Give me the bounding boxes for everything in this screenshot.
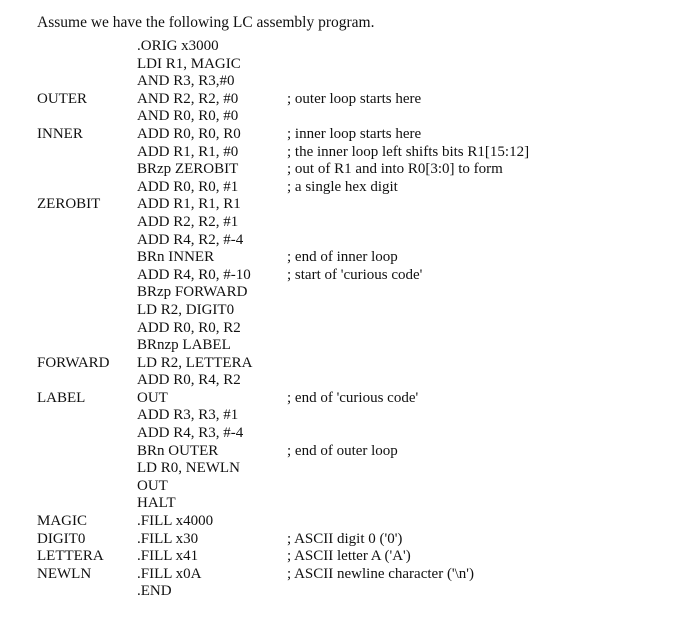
program-line bbox=[0, 214, 700, 232]
line-comment: ; out of R1 and into R0[3:0] to form bbox=[287, 161, 503, 178]
program-line bbox=[0, 56, 700, 74]
line-label: OUTER bbox=[37, 90, 87, 107]
line-instruction: ADD R2, R2, #1 bbox=[137, 213, 239, 230]
program-line bbox=[0, 249, 700, 267]
assembly-program-listing bbox=[0, 38, 700, 601]
line-comment: ; ASCII digit 0 ('0') bbox=[287, 530, 403, 547]
line-instruction: ADD R0, R0, R2 bbox=[137, 319, 241, 336]
line-label: NEWLN bbox=[37, 565, 92, 582]
program-line bbox=[0, 232, 700, 250]
program-line bbox=[0, 320, 700, 338]
line-label: LETTERA bbox=[37, 548, 104, 565]
line-instruction: HALT bbox=[137, 495, 176, 512]
line-instruction: LD R2, DIGIT0 bbox=[137, 301, 235, 318]
line-label: LABEL bbox=[37, 389, 86, 406]
program-line bbox=[0, 73, 700, 91]
program-line bbox=[0, 267, 700, 285]
program-line bbox=[0, 583, 700, 601]
line-instruction: ADD R4, R2, #-4 bbox=[137, 231, 244, 248]
line-label: ZEROBIT bbox=[37, 196, 101, 213]
line-comment: ; a single hex digit bbox=[287, 178, 398, 195]
line-comment: ; the inner loop left shifts bits R1[15:12] bbox=[287, 143, 530, 160]
program-line bbox=[0, 126, 700, 144]
line-instruction: AND R2, R2, #0 bbox=[137, 90, 239, 107]
line-instruction: AND R0, R0, #0 bbox=[137, 108, 239, 125]
program-line bbox=[0, 108, 700, 126]
program-line bbox=[0, 513, 700, 531]
program-line bbox=[0, 302, 700, 320]
line-label: MAGIC bbox=[37, 513, 88, 530]
program-line bbox=[0, 548, 700, 566]
line-comment: ; ASCII letter A ('A') bbox=[287, 548, 411, 565]
line-instruction: ADD R4, R3, #-4 bbox=[137, 425, 244, 442]
program-line bbox=[0, 390, 700, 408]
program-line bbox=[0, 443, 700, 461]
line-comment: ; inner loop starts here bbox=[287, 125, 422, 142]
program-line bbox=[0, 91, 700, 109]
program-line bbox=[0, 179, 700, 197]
program-line bbox=[0, 460, 700, 478]
program-line bbox=[0, 566, 700, 584]
line-instruction: .FILL x30 bbox=[137, 530, 199, 547]
program-line bbox=[0, 38, 700, 56]
line-instruction: BRn OUTER bbox=[137, 442, 219, 459]
line-label: INNER bbox=[37, 125, 83, 142]
program-line bbox=[0, 425, 700, 443]
line-instruction: ADD R1, R1, #0 bbox=[137, 143, 239, 160]
program-line bbox=[0, 284, 700, 302]
line-instruction: ADD R0, R4, R2 bbox=[137, 372, 241, 389]
line-instruction: .FILL x41 bbox=[137, 548, 199, 565]
line-instruction: BRzp ZEROBIT bbox=[137, 161, 239, 178]
line-instruction: LD R2, LETTERA bbox=[137, 354, 253, 371]
line-instruction: LDI R1, MAGIC bbox=[137, 55, 241, 72]
program-line bbox=[0, 531, 700, 549]
line-instruction: BRn INNER bbox=[137, 249, 215, 266]
line-instruction: .FILL x4000 bbox=[137, 513, 214, 530]
line-instruction: ADD R1, R1, R1 bbox=[137, 196, 241, 213]
line-instruction: .END bbox=[137, 583, 172, 600]
line-instruction: .ORIG x3000 bbox=[137, 38, 219, 54]
line-label: DIGIT0 bbox=[37, 530, 86, 547]
program-line bbox=[0, 144, 700, 162]
line-label: FORWARD bbox=[37, 354, 110, 371]
line-instruction: BRnzp LABEL bbox=[137, 337, 231, 354]
line-instruction: OUT bbox=[137, 389, 168, 406]
program-line bbox=[0, 495, 700, 513]
line-instruction: ADD R3, R3, #1 bbox=[137, 407, 239, 424]
program-line bbox=[0, 355, 700, 373]
program-line bbox=[0, 372, 700, 390]
line-instruction: OUT bbox=[137, 477, 168, 494]
line-instruction: BRzp FORWARD bbox=[137, 284, 248, 301]
program-line bbox=[0, 196, 700, 214]
line-instruction: ADD R0, R0, R0 bbox=[137, 125, 241, 142]
line-comment: ; outer loop starts here bbox=[287, 90, 422, 107]
intro-text: Assume we have the following LC assembly program. bbox=[37, 14, 375, 31]
program-line bbox=[0, 337, 700, 355]
line-instruction: .FILL x0A bbox=[137, 565, 202, 582]
line-comment: ; end of 'curious code' bbox=[287, 389, 419, 406]
program-line bbox=[0, 478, 700, 496]
line-instruction: AND R3, R3,#0 bbox=[137, 73, 235, 90]
line-instruction: LD R0, NEWLN bbox=[137, 460, 240, 477]
line-instruction: ADD R4, R0, #-10 bbox=[137, 266, 251, 283]
line-comment: ; end of inner loop bbox=[287, 249, 398, 266]
line-comment: ; start of 'curious code' bbox=[287, 266, 423, 283]
program-line bbox=[0, 161, 700, 179]
line-comment: ; end of outer loop bbox=[287, 442, 398, 459]
line-comment: ; ASCII newline character ('\n') bbox=[287, 565, 475, 582]
line-instruction: ADD R0, R0, #1 bbox=[137, 178, 239, 195]
program-line bbox=[0, 407, 700, 425]
